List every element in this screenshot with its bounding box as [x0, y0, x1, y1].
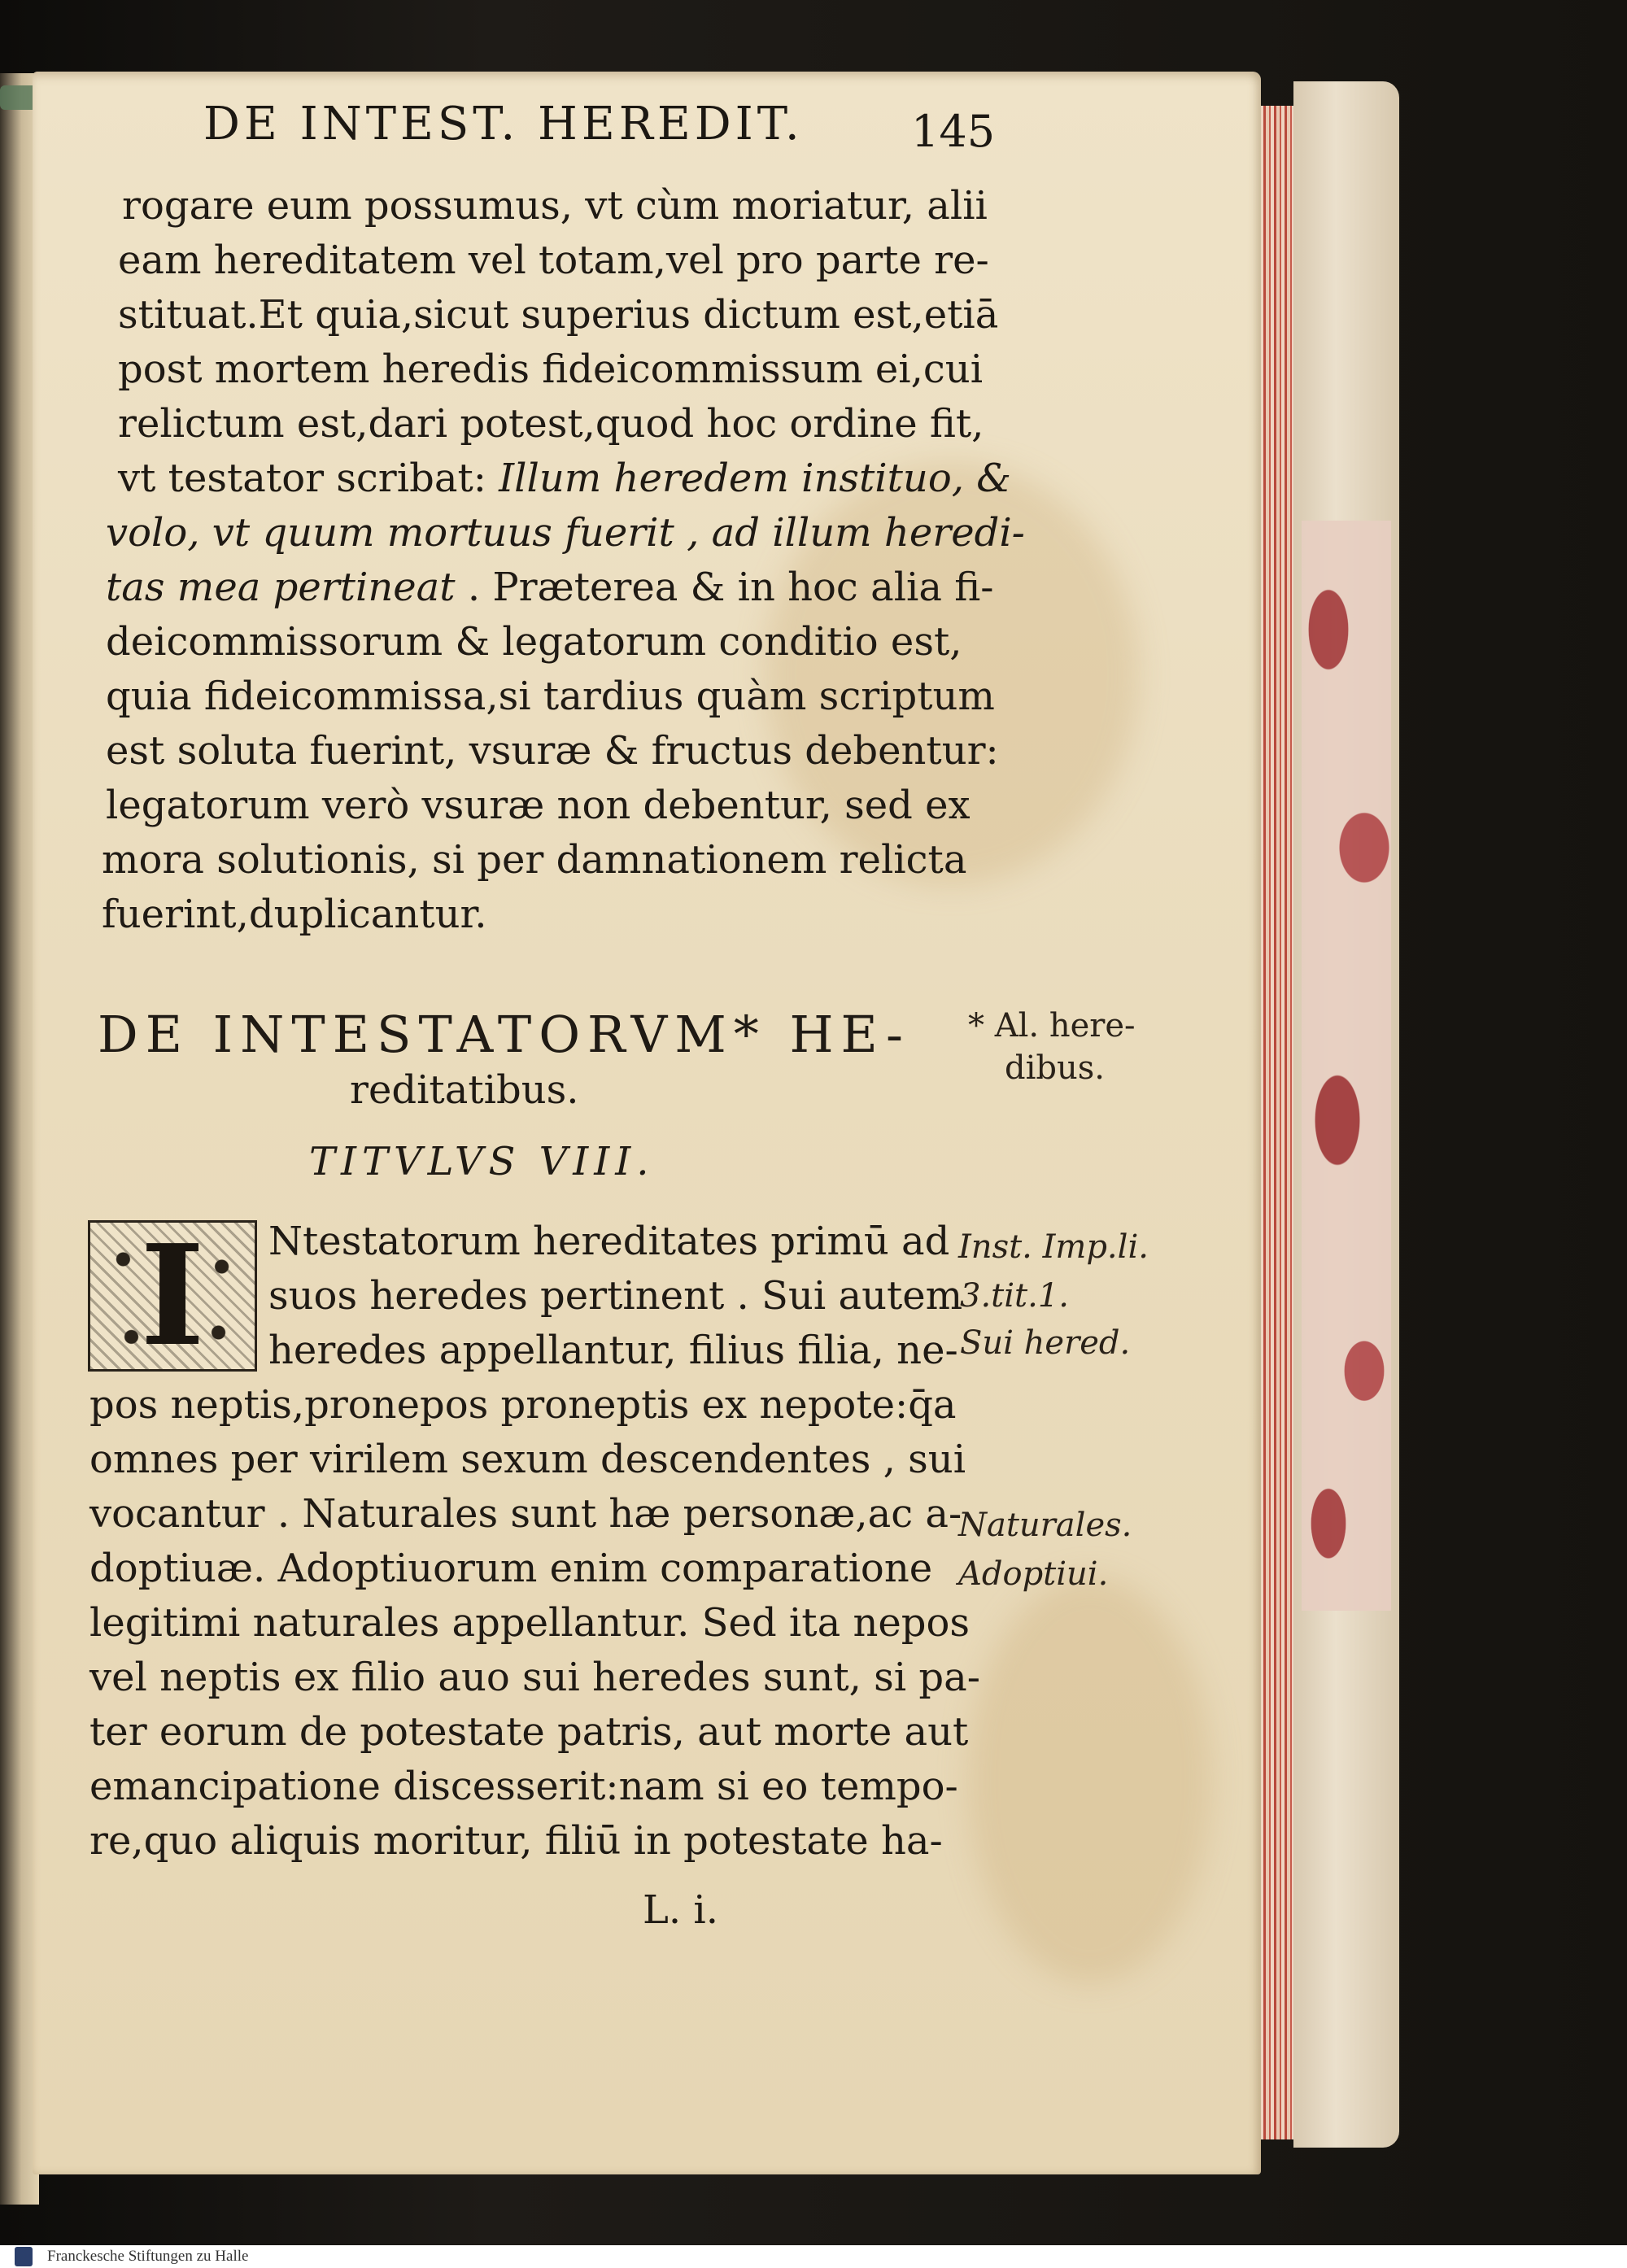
paper-stain	[968, 1577, 1212, 1983]
page-number: 145	[911, 106, 996, 157]
text-line	[106, 565, 994, 610]
text-line: doptiuæ. Adoptiuorum enim comparatione	[89, 1546, 933, 1591]
text-line: mora solutionis, si per damnationem relicta	[102, 837, 967, 883]
section-title: DE INTESTATORVM* HE-	[98, 1005, 910, 1064]
text-line: emancipatione discesserit:nam si eo tempo-	[89, 1764, 958, 1809]
text-line: rogare eum possumus, vt cùm moriatur, alii	[122, 183, 988, 229]
marginal-note: * Al. here-	[968, 1007, 1136, 1045]
marginal-note: dibus.	[1005, 1049, 1106, 1087]
marginal-note: Sui hered.	[960, 1324, 1131, 1362]
institution-logo-icon	[15, 2247, 33, 2266]
italic-segment: tas mea pertineat	[106, 565, 456, 610]
text-line: re,quo aliquis moritur, filiū in potestate ha-	[89, 1818, 943, 1864]
marginal-note: 3.tit.1.	[960, 1277, 1069, 1315]
text-line: deicommissorum & legatorum conditio est,	[106, 619, 962, 665]
text-segment: . Præterea & in hoc alia fi-	[467, 565, 994, 610]
section-subtitle: reditatibus.	[350, 1067, 579, 1113]
text-line: heredes appellantur, filius filia, ne-	[268, 1328, 958, 1373]
text-line: Ntestatorum hereditates primū ad	[268, 1219, 950, 1264]
text-line: vel neptis ex filio auo sui heredes sunt, si pa-	[89, 1655, 980, 1700]
text-line: vocantur . Naturales sunt hæ personæ,ac a-	[89, 1491, 962, 1537]
footer-institution: Franckesche Stiftungen zu Halle	[47, 2248, 249, 2265]
initial-letter: I	[140, 1215, 205, 1377]
text-line: quia fideicommissa,si tardius quàm scriptum	[106, 674, 995, 719]
marginal-note: Adoptiui.	[958, 1555, 1109, 1593]
text-segment: vt testator scribat:	[118, 456, 486, 501]
text-line: est soluta fuerint, vsuræ & fructus debentur:	[106, 728, 999, 774]
text-line	[118, 456, 1011, 501]
text-line: pos neptis,pronepos proneptis ex nepote:q̄a	[89, 1382, 957, 1428]
signature-mark: L. i.	[643, 1887, 718, 1933]
text-line: post mortem heredis fideicommissum ei,cui	[118, 347, 984, 392]
running-head: DE INTEST. HEREDIT.	[203, 98, 804, 150]
text-line	[106, 510, 1025, 556]
text-line: relictum est,dari potest,quod hoc ordine fit,	[118, 401, 984, 447]
text-line: fuerint,duplicantur.	[102, 892, 487, 937]
titulus-heading: TITVLVS VIII.	[309, 1139, 655, 1184]
text-line: ter eorum de potestate patris, aut morte aut	[89, 1709, 969, 1755]
ornate-initial	[88, 1215, 257, 1377]
marginal-note: Naturales.	[958, 1507, 1132, 1544]
italic-segment: Illum heredem instituo, &	[499, 456, 1011, 501]
marbled-endpaper	[1302, 521, 1391, 1611]
text-line: omnes per virilem sexum descendentes , sui	[89, 1437, 966, 1482]
marginal-note: Inst. Imp.li.	[958, 1228, 1149, 1266]
text-line: eam hereditatem vel totam,vel pro parte re-	[118, 238, 989, 283]
text-line: legatorum verò vsuræ non debentur, sed ex	[106, 783, 971, 828]
italic-segment: volo, vt quum mortuus fuerit , ad illum heredi-	[106, 510, 1025, 556]
text-line: legitimi naturales appellantur. Sed ita nepos	[89, 1600, 971, 1646]
text-line: suos heredes pertinent . Sui autem	[268, 1273, 963, 1319]
text-line: stituat.Et quia,sicut superius dictum est,etiā	[118, 292, 999, 338]
